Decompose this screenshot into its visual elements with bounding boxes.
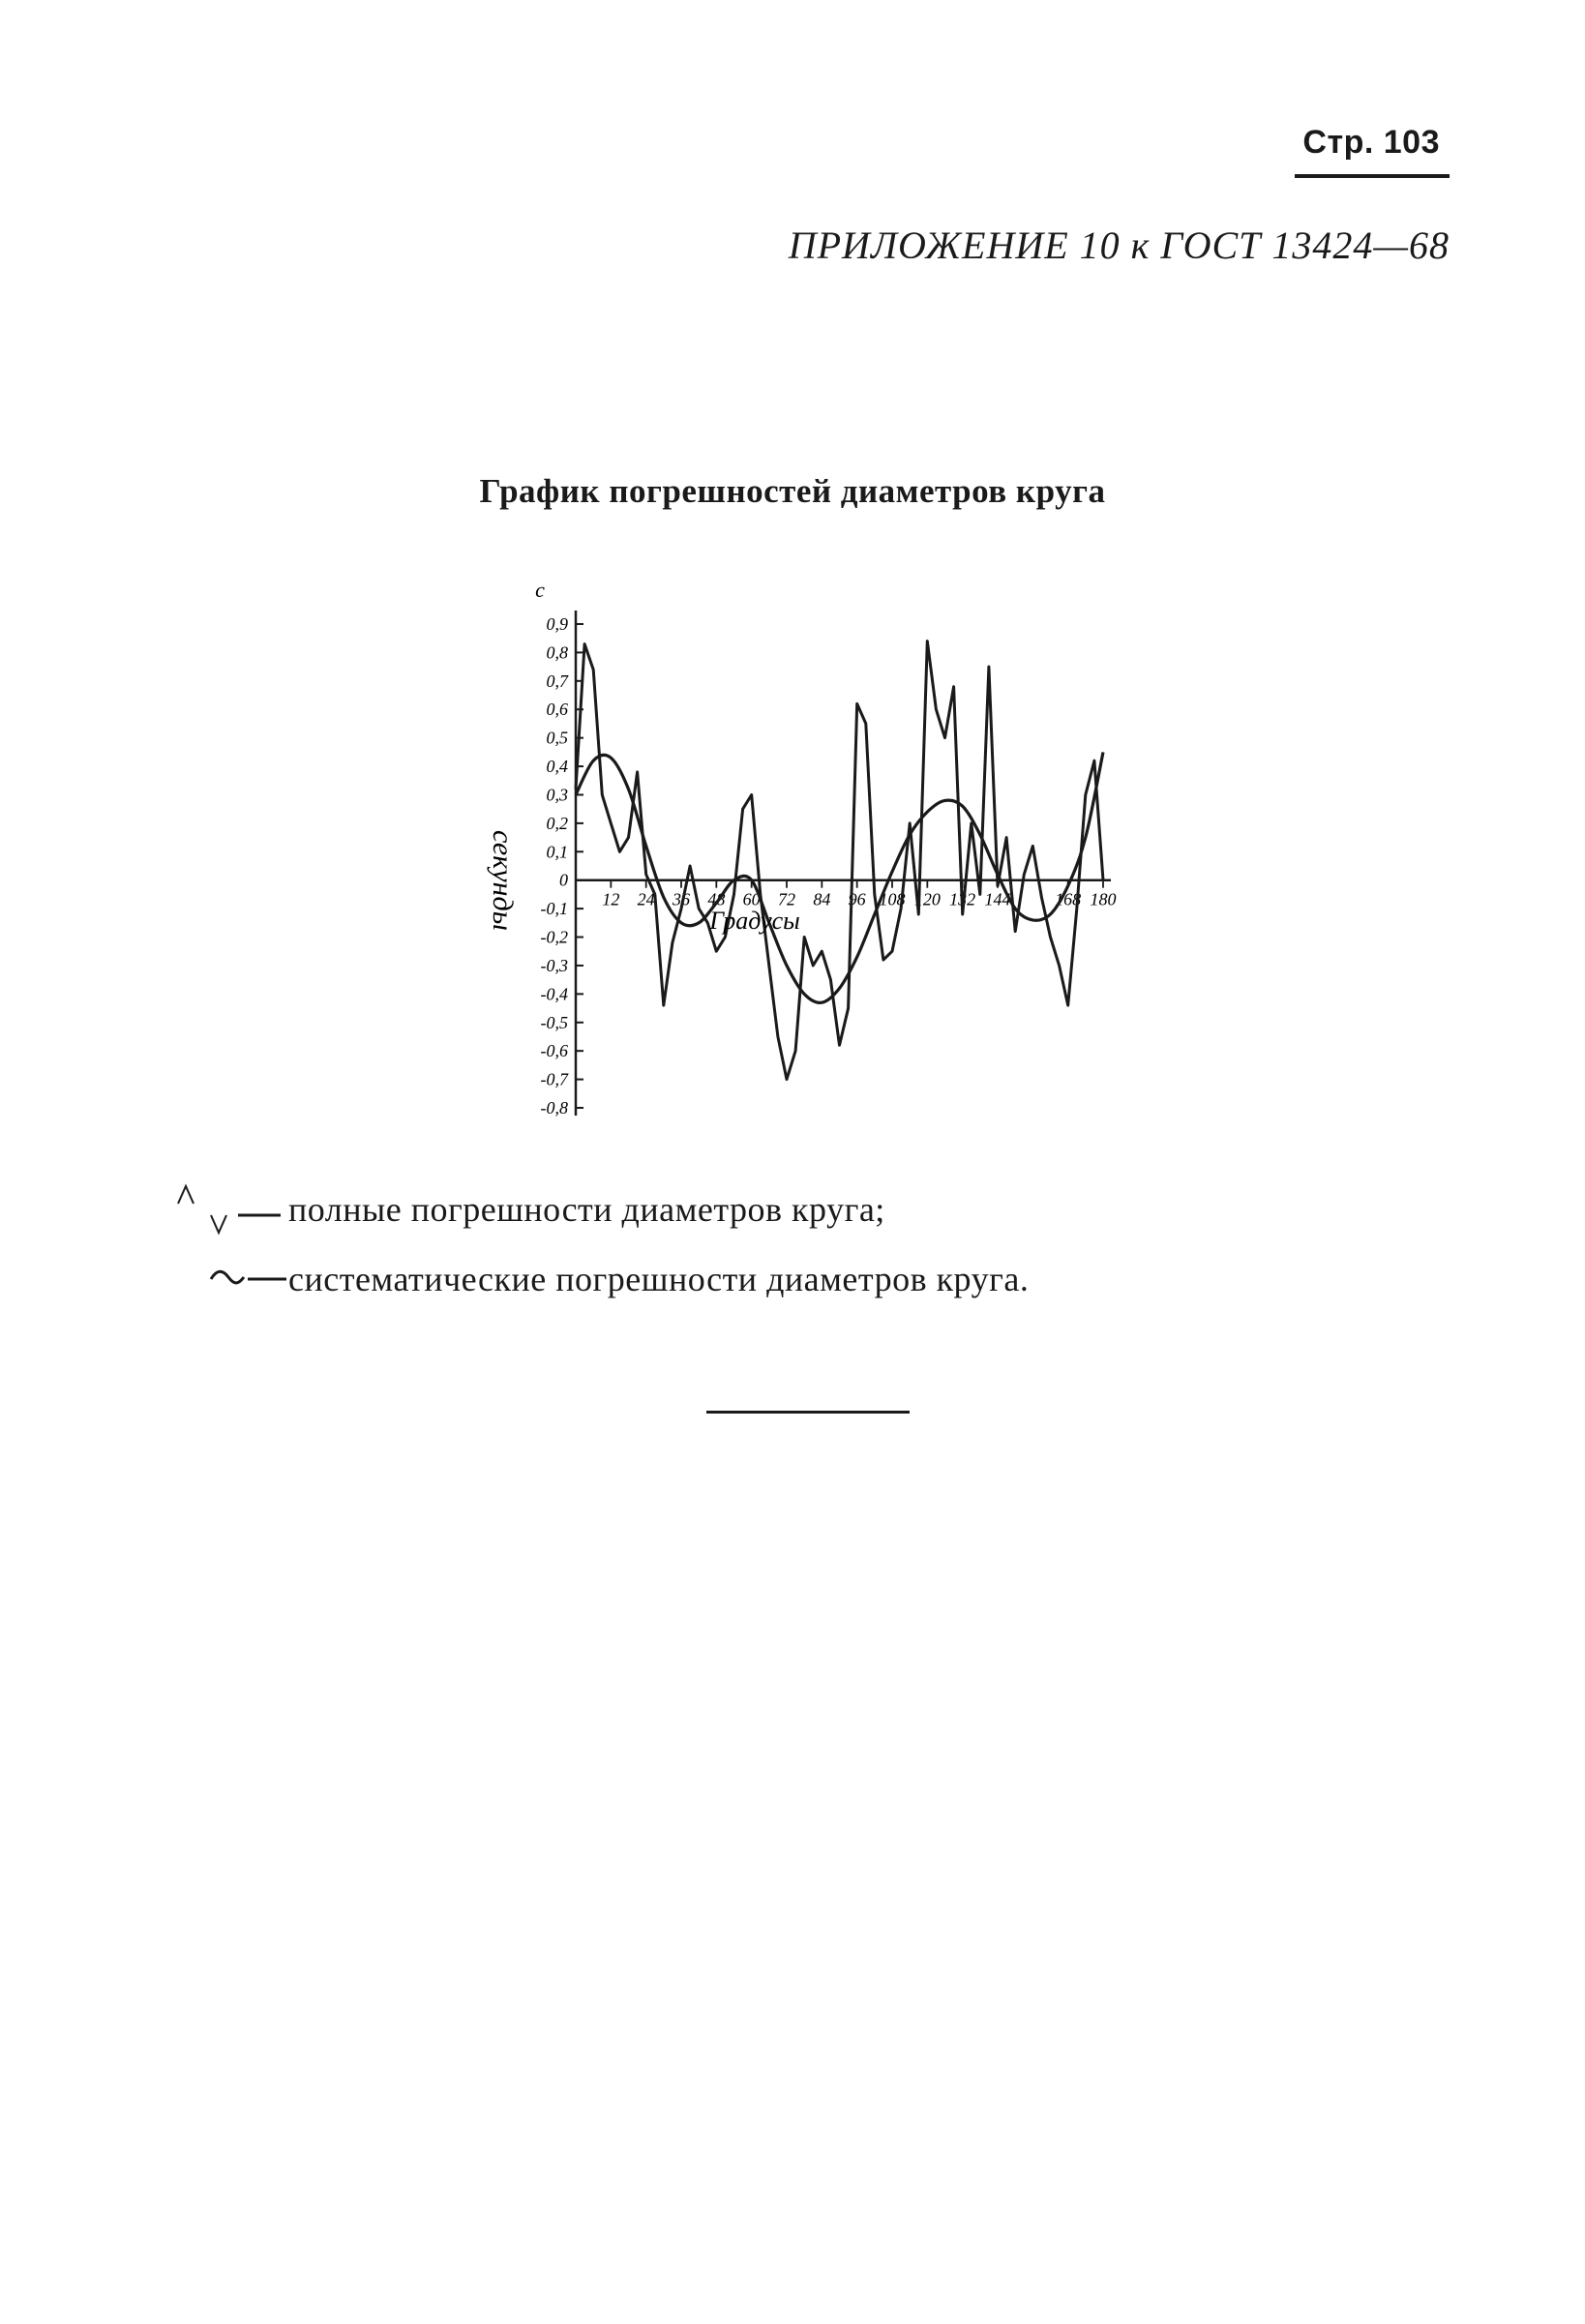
x-tick-label: 12 [602, 889, 620, 909]
x-tick-label: 96 [848, 889, 866, 909]
x-tick-label: 132 [949, 889, 976, 909]
legend-systematic [174, 1250, 1029, 1308]
y-tick-label: 0,7 [546, 670, 568, 691]
y-axis-title: секунды [487, 830, 519, 931]
zigzag-line-icon [174, 1180, 288, 1238]
y-tick-label: -0,5 [540, 1012, 568, 1032]
y-tick-label: 0,8 [546, 642, 568, 663]
x-tick-label: 72 [778, 889, 795, 909]
legend-item-full-errors [174, 1180, 885, 1238]
x-tick-label: 60 [742, 889, 761, 909]
x-tick-label: 36 [673, 889, 690, 909]
y-tick-label: 0,2 [546, 813, 568, 833]
y-tick-label: -0,1 [540, 899, 568, 919]
x-tick-label: 84 [813, 889, 831, 909]
y-tick-label: 0,1 [546, 842, 568, 862]
page-number: Стр. 103 [1302, 124, 1440, 161]
wave-line-icon [174, 1250, 288, 1308]
series-line-full-errors [576, 641, 1103, 1080]
y-tick-label: -0,6 [540, 1041, 568, 1061]
x-tick-label: 168 [1055, 889, 1082, 909]
y-tick-label: -0,3 [540, 955, 568, 975]
chart-title: График погрешностей диаметров круга [479, 472, 1106, 510]
y-tick-label: 0 [559, 870, 568, 890]
page-number-rule [1295, 174, 1450, 178]
y-unit-label: с [535, 578, 545, 602]
appendix-heading: ПРИЛОЖЕНИЕ 10 к ГОСТ 13424—68 [788, 223, 1450, 267]
y-tick-label: 0,3 [546, 785, 568, 805]
y-tick-label: 0,5 [546, 728, 568, 748]
y-tick-label: 0,6 [546, 700, 568, 720]
legend-label-systematic-errors: систематические погрешности диаметров круга. [288, 1260, 1030, 1298]
x-tick-label: 108 [879, 889, 906, 909]
legend-item-systematic-errors [174, 1250, 1029, 1308]
y-tick-label: -0,8 [540, 1098, 568, 1117]
legend [174, 1180, 885, 1238]
y-tick-label: -0,7 [540, 1069, 568, 1089]
y-tick-label: -0,4 [540, 984, 568, 1004]
x-tick-label: 48 [707, 889, 726, 909]
end-rule [706, 1411, 910, 1414]
y-tick-label: 0,4 [546, 757, 568, 777]
x-axis-title: Градусы [709, 907, 800, 935]
y-tick-label: -0,2 [540, 927, 568, 947]
legend-label-full-errors: полные погрешности диаметров круга; [288, 1190, 885, 1229]
error-chart [464, 566, 1161, 1147]
x-tick-label: 180 [1090, 889, 1117, 909]
x-tick-label: 144 [984, 889, 1011, 909]
x-tick-label: 24 [637, 889, 655, 909]
y-tick-label: 0,9 [546, 614, 568, 634]
x-tick-label: 120 [913, 889, 941, 909]
